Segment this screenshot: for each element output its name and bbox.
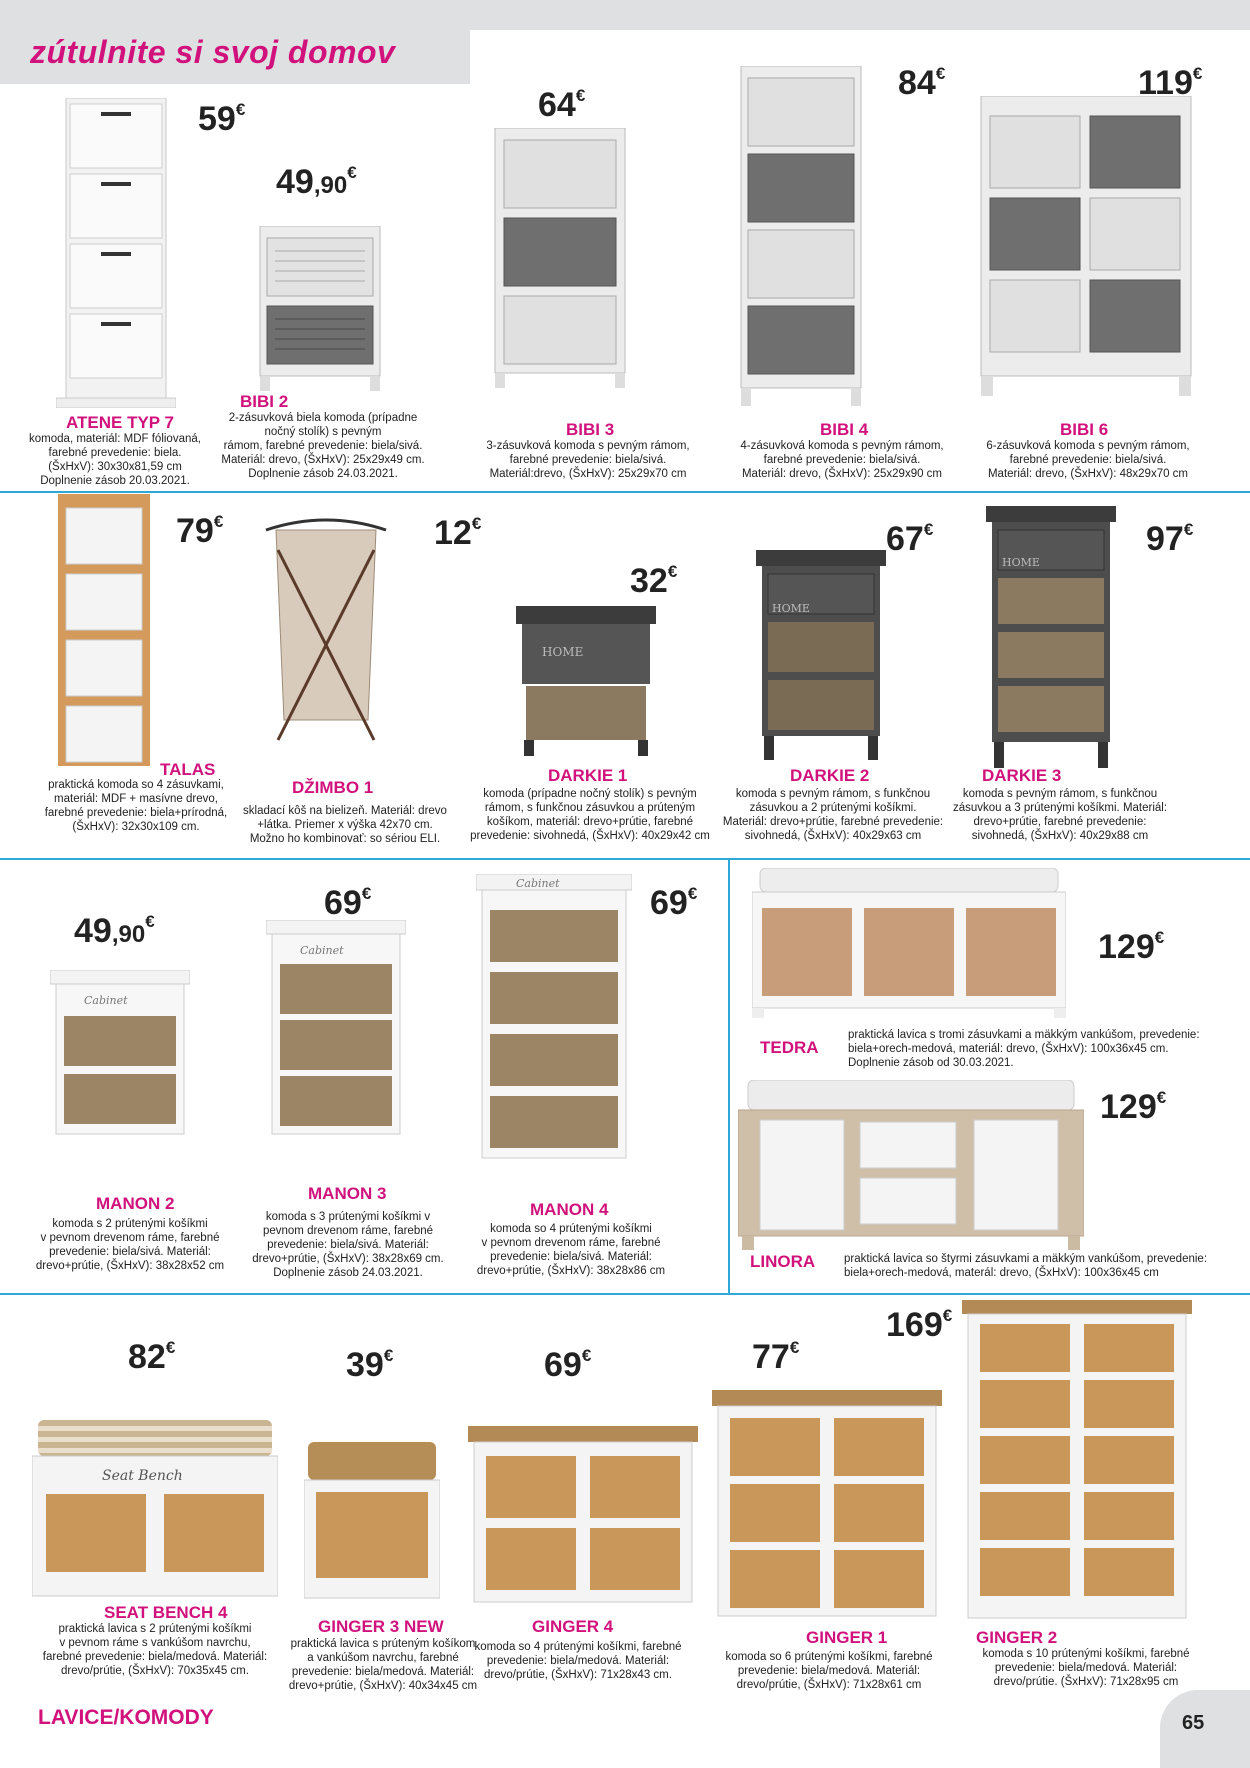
cabinet-label: Cabinet	[516, 877, 560, 890]
product-name: GINGER 3 NEW	[318, 1617, 444, 1636]
product-description: komoda s 10 prútenými košíkmi, farebné prevedenie: biela/medová. Materiál: drevo/prútie. (ŠxHxV): 71x28x95 cm	[982, 1648, 1190, 1688]
product-name: DARKIE 1	[548, 766, 628, 785]
seat-bench-label: Seat Bench	[102, 1468, 183, 1484]
bibi3-image	[490, 128, 630, 388]
ginger3-price: 39€	[346, 1345, 394, 1384]
product-description: praktická lavica s prúteným košíkom a vankúšom navrchu, farebné prevedenie: biela/medová. Materiál: drevo+prútie, (ŠxHxV): 40x34x45 cm	[288, 1638, 478, 1692]
bibi3-price: 64€	[538, 85, 586, 124]
manon3-image	[266, 920, 406, 1140]
product-description: komoda s 3 prútenými košíkmi v pevnom drevenom ráme, farebné prevedenie: biela/sivá. Materiál: drevo+prútie, (ŠxHxV): 38x28x69 cm. Doplnenie zásob 24.03.2021.	[252, 1211, 444, 1279]
darkie2-price: 67€	[886, 519, 934, 558]
manon3-price: 69€	[324, 883, 372, 922]
product-description: komoda so 4 prútenými košíkmi, farebné prevedenie: biela/medová. Materiál: drevo/prútie, (ŠxHxV): 71x28x43 cm.	[474, 1641, 682, 1681]
ginger4-image	[468, 1426, 698, 1606]
bibi4-price: 84€	[898, 63, 946, 102]
product-description: praktická lavica s tromi zásuvkami a mäkkým vankúšom, prevedenie: biela+orech-medová, materiál: drevo, (ŠxHxV): 100x36x45 cm. Doplnenie zásob od 30.03.2021.	[848, 1029, 1200, 1069]
footer-category: LAVICE/KOMODY	[38, 1706, 214, 1729]
product-name: BIBI 4	[820, 420, 869, 439]
product-description: komoda so 4 prútenými košíkmi v pevnom drevenom ráme, farebné prevedenie: biela/sivá. Materiál: drevo+prútie, (ŠxHxV): 38x28x86 cm	[476, 1223, 666, 1277]
talas-price: 79€	[176, 511, 224, 550]
product-description: 2-zásuvková biela komoda (prípadne nočný stolík) s pevným rámom, farebné prevedenie: biela/sivá. Materiál: drevo, (ŠxHxV): 25x29x49 cm. Doplnenie zásob 24.03.2021.	[221, 412, 425, 480]
product-description: praktická komoda so 4 zásuvkami, materiál: MDF + masívne drevo, farebné prevedenie: biela+prírodná, (ŠxHxV): 32x30x109 cm.	[44, 779, 228, 833]
bibi6-image	[976, 96, 1196, 396]
linora-image	[738, 1080, 1084, 1250]
section-divider-1	[0, 491, 1250, 493]
seatbench-image	[32, 1420, 278, 1600]
cabinet-label: Cabinet	[300, 944, 344, 957]
darkie3-price: 97€	[1146, 519, 1194, 558]
atene-image	[56, 98, 176, 408]
product-name: GINGER 1	[806, 1628, 888, 1647]
vertical-divider	[728, 858, 730, 1293]
product-name: DARKIE 3	[982, 766, 1062, 785]
page-number: 65	[1182, 1712, 1205, 1734]
cabinet-label: Cabinet	[84, 994, 128, 1007]
manon2-image	[50, 970, 190, 1140]
darkie1-image	[516, 606, 656, 756]
product-name: MANON 2	[96, 1194, 175, 1213]
top-strip	[0, 0, 1250, 30]
product-description: komoda (prípadne nočný stolík) s pevným rámom, s funkčnou zásuvkou a prúteným košíkom, materiál: drevo+prútie, farebné prevedenie: sivohnedá, (ŠxHxV): 40x29x42 cm	[470, 788, 710, 842]
darkie1-price: 32€	[630, 561, 678, 600]
manon4-price: 69€	[650, 883, 698, 922]
product-description: komoda, materiál: MDF fóliovaná, farebné prevedenie: biela. (ŠxHxV): 30x30x81,59 cm Doplnenie zásob 20.03.2021.	[29, 433, 201, 487]
product-description: 3-zásuvková komoda s pevným rámom, farebné prevedenie: biela/sivá. Materiál:drevo, (ŠxHxV): 25x29x70 cm	[486, 440, 690, 480]
product-name: BIBI 2	[240, 392, 289, 411]
linora-price: 129€	[1100, 1087, 1167, 1126]
section-divider-3	[0, 1293, 1250, 1295]
product-name: DARKIE 2	[790, 766, 870, 785]
darkie2-image	[756, 550, 886, 760]
bibi4-image	[736, 66, 866, 406]
darkie3-image	[986, 506, 1116, 768]
dzimbo-price: 12€	[434, 513, 482, 552]
page-title: zútulnite si svoj domov	[30, 34, 396, 70]
manon4-image	[476, 874, 632, 1164]
product-description: komoda s 2 prútenými košíkmi v pevnom drevenom ráme, farebné prevedenie: biela/sivá. Materiál: drevo+prútie, (ŠxHxV): 38x28x52 cm	[35, 1218, 225, 1272]
product-description: skladací kôš na bielizeň. Materiál: drevo +látka. Priemer x výška 42x70 cm. Možno ho kombinovať: so sériou ELI.	[243, 805, 447, 845]
product-name: LINORA	[750, 1252, 816, 1271]
product-description: praktická lavica so štyrmi zásuvkami a mäkkým vankúšom, prevedenie: biela+orech-medová, materál: drevo, (ŠxHxV): 100x36x45 cm	[844, 1253, 1208, 1279]
product-name: SEAT BENCH 4	[104, 1603, 228, 1622]
page-number-background	[1160, 1690, 1250, 1768]
product-description: praktická lavica s 2 prútenými košíkmi v pevnom ráme s vankúšom navrchu, farebné prevedenie: biela/medová. Materiál: drevo/prútie, (ŠxHxV): 70x35x45 cm.	[42, 1623, 268, 1677]
product-name: BIBI 3	[566, 420, 615, 439]
ginger1-image	[712, 1390, 942, 1620]
ginger1-price: 77€	[752, 1337, 800, 1376]
product-description: komoda s pevným rámom, s funkčnou zásuvkou a 2 prútenými košíkmi. Materiál: drevo+prútie, farebné prevedenie: sivohnedá, (ŠxHxV): 40x29x63 cm	[722, 788, 944, 842]
product-description: 4-zásuvková komoda s pevným rámom, farebné prevedenie: biela/sivá. Materiál: drevo, (ŠxHxV): 25x29x90 cm	[740, 440, 944, 480]
ginger2-price: 169€	[886, 1305, 953, 1344]
product-name: MANON 4	[530, 1200, 609, 1219]
tedra-image	[752, 868, 1066, 1018]
product-name: MANON 3	[308, 1184, 387, 1203]
home-label: HOME	[542, 645, 584, 659]
atene-price: 59€	[198, 99, 246, 138]
ginger3-image	[304, 1442, 440, 1602]
product-description: komoda so 6 prútenými košíkmi, farebné prevedenie: biela/medová. Materiál: drevo/prútie, (ŠxHxV): 71x28x61 cm	[725, 1651, 933, 1691]
product-name: DŽIMBO 1	[292, 778, 374, 797]
ginger2-image	[962, 1300, 1192, 1622]
product-name: TEDRA	[760, 1038, 819, 1057]
product-name: GINGER 2	[976, 1628, 1058, 1647]
section-divider-2	[0, 858, 1250, 860]
product-name: TALAS	[160, 760, 216, 779]
dzimbo-image	[256, 510, 396, 750]
manon2-price: 49,90€	[74, 911, 155, 950]
product-name: ATENE TYP 7	[66, 413, 175, 432]
bibi2-image	[255, 226, 385, 391]
seatbench-price: 82€	[128, 1337, 176, 1376]
bibi2-price: 49,90€	[276, 162, 357, 201]
home-label: HOME	[772, 602, 810, 615]
talas-image	[54, 494, 154, 766]
product-description: 6-zásuvková komoda s pevným rámom, farebné prevedenie: biela/sivá. Materiál: drevo, (ŠxHxV): 48x29x70 cm	[986, 440, 1190, 480]
tedra-price: 129€	[1098, 927, 1165, 966]
product-name: GINGER 4	[532, 1617, 614, 1636]
ginger4-price: 69€	[544, 1345, 592, 1384]
product-description: komoda s pevným rámom, s funkčnou zásuvkou a 3 prútenými košíkmi. Materiál: drevo+prútie, farebné prevedenie: sivohnedá, (ŠxHxV): 40x29x88 cm	[952, 788, 1168, 842]
home-label: HOME	[1002, 556, 1040, 569]
bibi6-price: 119€	[1138, 63, 1203, 102]
product-name: BIBI 6	[1060, 420, 1109, 439]
